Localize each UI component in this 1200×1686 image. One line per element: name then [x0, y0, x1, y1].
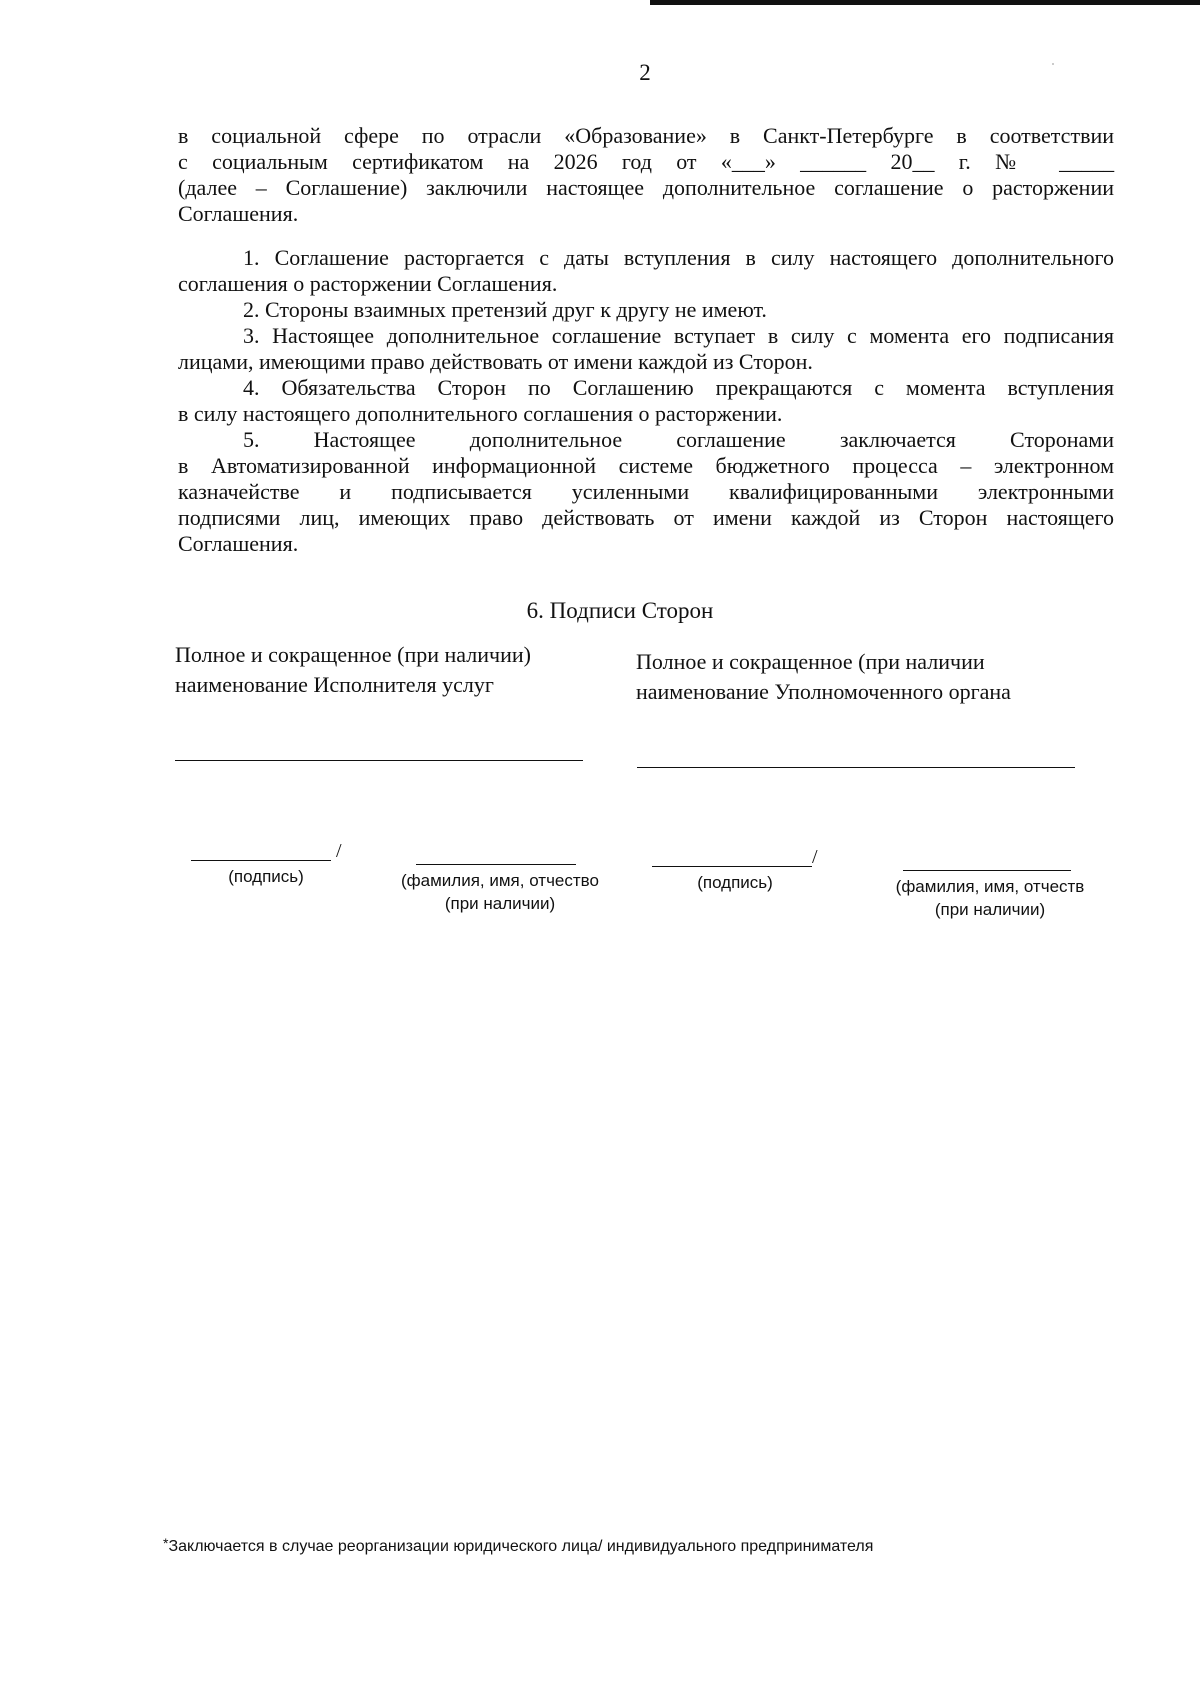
authority-label-line-2: наименование Уполномоченного органа	[636, 679, 1011, 704]
executor-fullname-line[interactable]	[416, 864, 576, 865]
month-blank: ______	[800, 149, 867, 174]
clause-3: 3. Настоящее дополнительное соглашение вступает в силу с момента его подписания лицами, имеющими право действовать от имени каждой из Сторон.	[178, 323, 1114, 374]
page-number: 2	[639, 60, 651, 85]
executor-signature-caption: (подпись)	[228, 867, 304, 886]
authority-name-block	[636, 647, 1076, 707]
authority-signature-slash: /	[812, 846, 818, 868]
authority-signature-caption: (подпись)	[697, 873, 773, 892]
executor-label-line-2: наименование Исполнителя услуг	[175, 672, 494, 697]
intro-line-2: с социальным сертификатом на 2026 год от «___» ______ 20__ г. № _____	[178, 149, 1115, 174]
clause-5: 5. Настоящее дополнительное соглашение заключается Сторонами в Автоматизированной информационной системе бюджетного процесса – электронном казначействе и подписывается усиленными квалифицированными электронными подписями лиц, имеющих право действовать от имени каждой из Сторон настоящего Соглашения.	[178, 427, 1114, 556]
intro-line-4: Соглашения.	[178, 201, 299, 226]
number-blank: _____	[1059, 149, 1115, 174]
clause-4: 4. Обязательства Сторон по Соглашению прекращаются с момента вступления в силу настоящего дополнительного соглашения о расторжении.	[178, 375, 1114, 426]
executor-signature-slash: /	[336, 840, 342, 862]
authority-fullname-caption: (фамилия, имя, отчеств (при наличии)	[895, 877, 1085, 919]
clause-2: 2. Стороны взаимных претензий друг к другу не имеют.	[243, 297, 767, 322]
scan-edge-bar	[650, 0, 1200, 5]
executor-fullname-caption: (фамилия, имя, отчество (при наличии)	[401, 871, 599, 913]
executor-name-block	[175, 640, 615, 700]
clauses	[178, 245, 1114, 557]
executor-signature-line[interactable]	[191, 860, 331, 861]
authority-signature-line[interactable]	[652, 866, 812, 867]
day-blank: «___»	[720, 149, 776, 174]
intro-line-1: в социальной сфере по отрасли «Образование» в Санкт-Петербурге в соответствии	[178, 123, 1114, 148]
intro-line-3: (далее – Соглашение) заключили настоящее дополнительное соглашение о расторжении	[178, 175, 1114, 200]
authority-fullname-line[interactable]	[903, 870, 1071, 871]
executor-label-line-1: Полное и сокращенное (при наличии)	[175, 642, 531, 667]
authority-label-line-1: Полное и сокращенное (при наличии	[636, 649, 985, 674]
footnote-text: Заключается в случае реорганизации юридического лица/ индивидуального предпринимателя	[168, 1538, 874, 1555]
clause-1: 1. Соглашение расторгается с даты вступления в силу настоящего дополнительного соглашения о расторжении Соглашения.	[178, 245, 1114, 296]
executor-name-line[interactable]	[175, 760, 583, 761]
footnote	[163, 1535, 873, 1556]
signatures-title: 6. Подписи Сторон	[526, 598, 714, 623]
footnote-mark: *	[163, 1535, 169, 1551]
year-blank: 20__	[890, 149, 935, 174]
intro-paragraph	[178, 123, 1114, 227]
authority-name-line[interactable]	[637, 767, 1075, 768]
